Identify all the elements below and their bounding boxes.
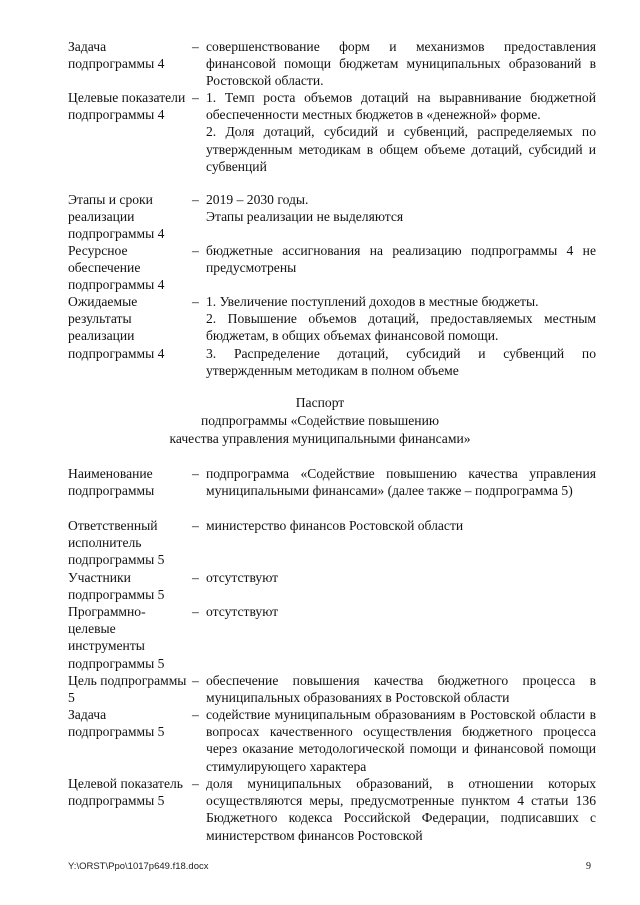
row-paragraph: бюджетные ассигнования на реализацию подпрограммы 4 не предусмотрены	[206, 243, 596, 276]
row-paragraph: 3. Распределение дотаций, субсидий и субвенций по утвержденным методикам в полном объеме	[206, 345, 596, 378]
row-executor-5	[68, 517, 596, 569]
row-paragraph: 2. Доля дотаций, субсидий и субвенций, распределяемых по утвержденным методикам в общем объеме дотаций, субсидий и субвенций	[206, 124, 596, 174]
row-content	[206, 191, 596, 225]
row-content	[206, 89, 596, 175]
subprogram4-table	[68, 38, 596, 379]
row-results-4	[68, 293, 596, 379]
row-label: Целевые показатели подпрограммы 4	[68, 90, 186, 123]
row-dash: –	[192, 294, 199, 309]
row-label: Наименование подпрограммы	[68, 466, 155, 499]
row-indicators-4	[68, 89, 596, 191]
row-dash: –	[192, 90, 199, 105]
passport-title-line: качества управления муниципальными финансами»	[169, 431, 471, 446]
passport-title-line: Паспорт	[295, 395, 345, 410]
row-dash: –	[192, 570, 199, 585]
row-content	[206, 465, 596, 499]
row-content	[206, 569, 596, 586]
row-content	[206, 672, 596, 706]
row-label: Задача подпрограммы 5	[68, 707, 165, 740]
row-resources-4	[68, 242, 596, 293]
row-paragraph: обеспечение повышения качества бюджетного процесса в муниципальных образованиях в Ростовской области	[206, 673, 596, 706]
page-number: 9	[586, 861, 591, 872]
row-paragraph: министерство финансов Ростовской области	[206, 518, 464, 533]
row-name-5	[68, 465, 596, 517]
row-content	[206, 706, 596, 775]
row-content	[206, 603, 596, 620]
row-dash: –	[192, 518, 199, 533]
row-dash: –	[192, 39, 199, 54]
row-label: Ожидаемые результаты реализации подпрограммы 4	[68, 294, 165, 361]
row-content	[206, 242, 596, 276]
row-paragraph: содействие муниципальным образованиям в Ростовской области в вопросах качественного осуществления бюджетного процесса через оказание методологической помощи и финансовой помощи стимулирующего характера	[206, 707, 596, 774]
row-label: Этапы и сроки реализации подпрограммы 4	[68, 192, 165, 242]
row-goal-5	[68, 672, 596, 706]
row-dash: –	[192, 707, 199, 722]
row-content	[206, 775, 596, 844]
row-paragraph: 1. Темп роста объемов дотаций на выравнивание бюджетной обеспеченности местных бюджетов в «денежной» форме.	[206, 90, 596, 123]
row-label: Целевой показатель подпрограммы 5	[68, 776, 183, 809]
row-instruments-5	[68, 603, 596, 672]
row-dash: –	[192, 192, 199, 207]
row-stages-4	[68, 191, 596, 242]
row-task-5	[68, 706, 596, 775]
row-paragraph: совершенствование форм и механизмов предоставления финансовой помощи бюджетам муниципальных образований в Ростовской области.	[206, 39, 596, 89]
row-dash: –	[192, 243, 199, 258]
row-content	[206, 517, 596, 534]
row-paragraph: 1. Увеличение поступлений доходов в местные бюджеты.	[206, 294, 539, 309]
row-label: Ответственный исполнитель подпрограммы 5	[68, 518, 165, 568]
row-task-4	[68, 38, 596, 89]
row-content	[206, 38, 596, 90]
row-dash: –	[192, 673, 199, 688]
row-dash: –	[192, 604, 199, 619]
row-label: Участники подпрограммы 5	[68, 570, 165, 603]
row-label: Ресурсное обеспечение подпрограммы 4	[68, 243, 165, 293]
row-participants-5	[68, 569, 596, 603]
row-paragraph: 2. Повышение объемов дотаций, предоставляемых местным бюджетам, в общих объемах финансовой помощи.	[206, 311, 596, 344]
row-dash: –	[192, 466, 199, 481]
subprogram5-table	[68, 465, 596, 847]
row-label: Задача подпрограммы 4	[68, 39, 165, 72]
row-paragraph: доля муниципальных образований, в отношении которых осуществляются меры, предусмотренные пунктом 4 статьи 136 Бюджетного кодекса Российской Федерации, подписавших с министерством финансов Ростовской	[206, 776, 596, 843]
footer-file-path: Y:\ORST\Ppo\1017p649.f18.docx	[68, 861, 209, 872]
row-paragraph: Этапы реализации не выделяются	[206, 209, 404, 225]
row-paragraph: подпрограмма «Содействие повышению качества управления муниципальными финансами» (далее также – подпрограмма 5)	[206, 466, 596, 499]
row-paragraph: 2019 – 2030 годы.	[206, 192, 309, 207]
row-paragraph: отсутствуют	[206, 604, 279, 619]
row-label: Программно-целевые инструменты подпрограммы 5	[68, 604, 165, 671]
passport-title-line: подпрограммы «Содействие повышению	[200, 413, 440, 428]
row-paragraph: отсутствуют	[206, 570, 279, 585]
passport-title	[0, 394, 640, 448]
row-indicator-5	[68, 775, 596, 847]
row-dash: –	[192, 776, 199, 791]
row-content	[206, 293, 596, 379]
row-label: Цель подпрограммы 5	[68, 673, 187, 706]
